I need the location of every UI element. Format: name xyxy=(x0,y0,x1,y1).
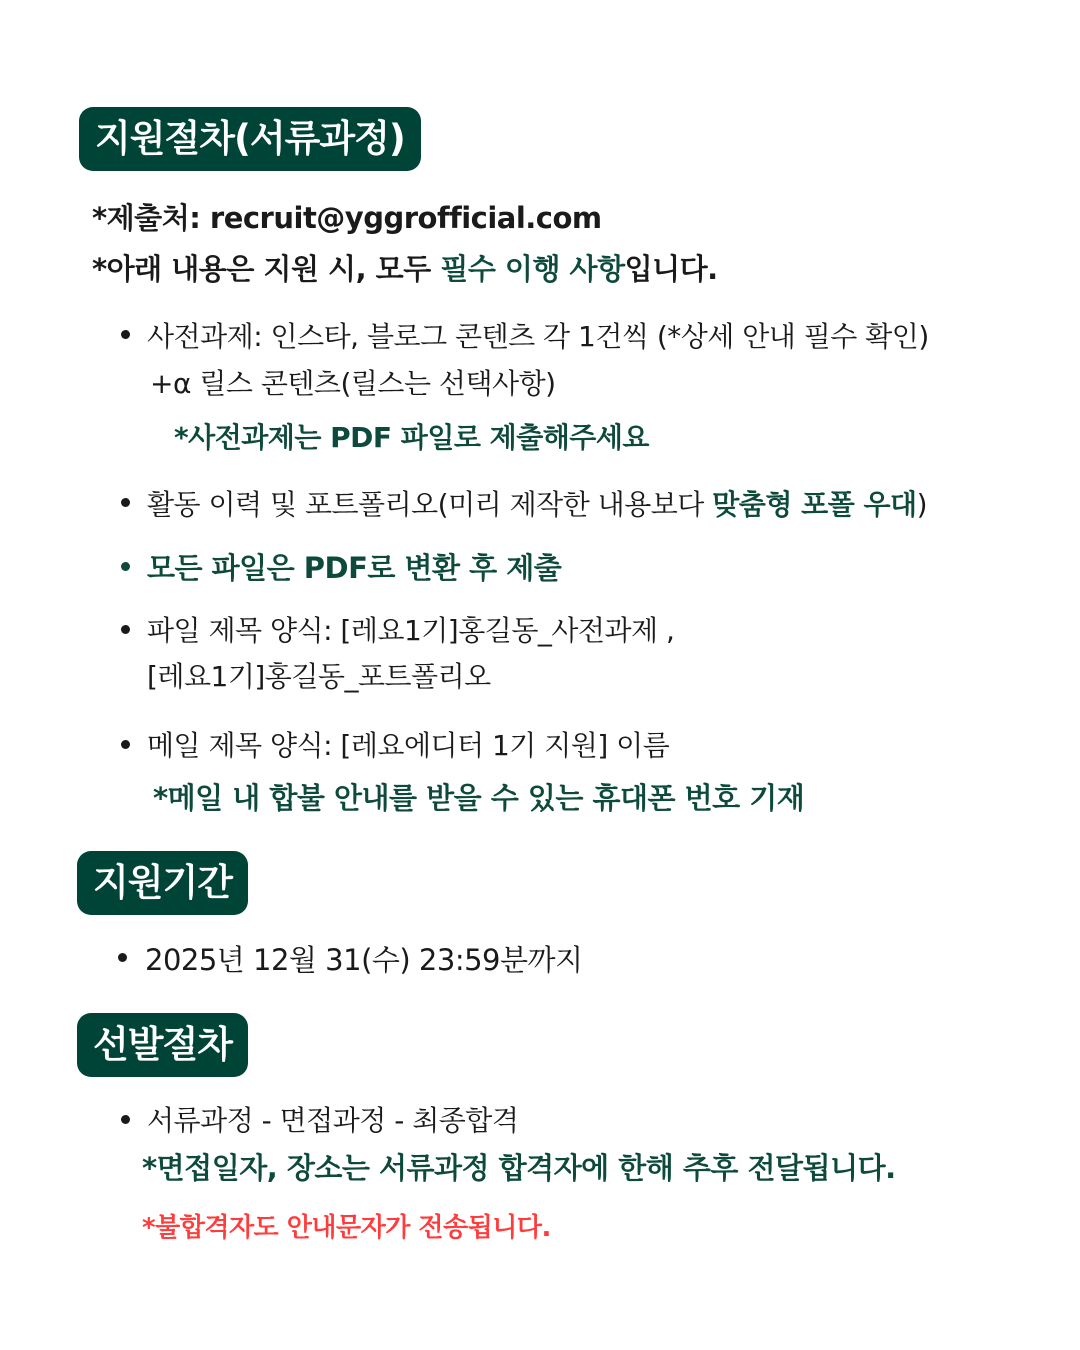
deadline-text: 2025년 12월 31(수) 23:59분까지 xyxy=(145,943,583,977)
portfolio-highlight: 맞춤형 포폴 우대 xyxy=(712,488,917,521)
bullet-dot xyxy=(118,953,127,962)
list-item-pre-task: 사전과제: 인스타, 블로그 콘텐츠 각 1건씩 (*상세 안내 필수 확인) xyxy=(147,320,929,353)
bullet-dot xyxy=(121,1115,130,1124)
section-title-period: 지원기간 xyxy=(77,851,248,915)
bullet-dot xyxy=(121,330,130,339)
required-notice-highlight: 필수 이행 사항 xyxy=(440,252,625,286)
list-item-mail-title-format: 메일 제목 양식: [레요에디터 1기 지원] 이름 xyxy=(147,729,670,762)
list-item-pdf-convert: 모든 파일은 PDF로 변환 후 제출 xyxy=(147,551,562,585)
portfolio-suffix: ) xyxy=(916,488,928,521)
bullet-dot xyxy=(121,498,130,507)
list-item-file-title-format: 파일 제목 양식: [레요1기]홍길동_사전과제 , xyxy=(147,614,675,647)
mail-phone-note: *메일 내 합불 안내를 받을 수 있는 휴대폰 번호 기재 xyxy=(153,781,805,815)
file-title-example: [레요1기]홍길동_포트폴리오 xyxy=(147,660,491,693)
list-item-portfolio xyxy=(147,483,927,523)
rejection-note: *불합격자도 안내문자가 전송됩니다. xyxy=(142,1213,551,1243)
submit-email-text: *제출처: recruit@yggrofficial.com xyxy=(92,201,602,235)
section-title-selection: 선발절차 xyxy=(77,1013,248,1077)
required-notice-prefix: *아래 내용은 지원 시, 모두 xyxy=(92,252,441,286)
section-title-application: 지원절차(서류과정) xyxy=(79,107,421,171)
bullet-dot xyxy=(121,740,130,749)
bullet-dot xyxy=(121,562,130,571)
list-item-pre-task-reels: +α 릴스 콘텐츠(릴스는 선택사항) xyxy=(150,367,556,400)
portfolio-prefix: 활동 이력 및 포트폴리오(미리 제작한 내용보다 xyxy=(147,488,713,521)
pre-task-pdf-note: *사전과제는 PDF 파일로 제출해주세요 xyxy=(174,421,649,454)
bullet-dot xyxy=(121,625,130,634)
required-notice xyxy=(92,247,718,288)
required-notice-suffix: 입니다. xyxy=(624,252,718,286)
interview-note: *면접일자, 장소는 서류과정 합격자에 한해 추후 전달됩니다. xyxy=(142,1151,896,1185)
selection-steps: 서류과정 - 면접과정 - 최종합격 xyxy=(147,1104,519,1137)
